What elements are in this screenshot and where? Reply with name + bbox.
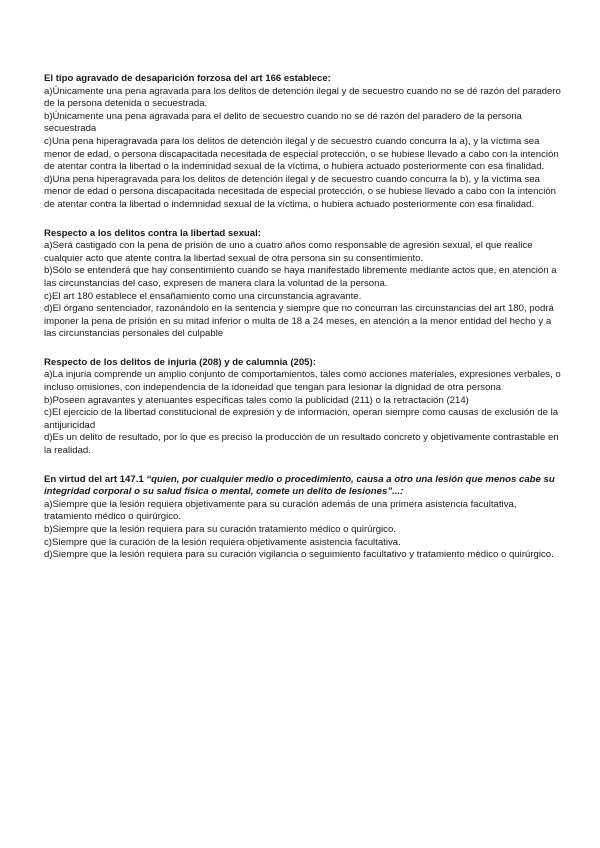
option-d: d)Una pena hiperagravada para los delitos de detención ilegal y de secuestro cuando concurra la b), y la víctima sea menor de edad o persona discapacitada necesitada de especial protección, o se hubiese llevado a cabo con la intención de atentar contra la libertad o indemnidad sexual de la víctima, o hubiera actuado posteriormente con esa finalidad. (44, 173, 557, 210)
option-b: b)Poseen agravantes y atenuantes específicas tales como la publicidad (211) o la retractación (214) (44, 394, 469, 406)
question-1 (44, 73, 564, 212)
question-stem: Respecto a los delitos contra la libertad sexual: (44, 227, 261, 239)
option-c: c)Siempre que la curación de la lesión requiera objetivamente asistencia facultativa. (44, 536, 401, 548)
question-stem: El tipo agravado de desaparición forzosa del art 166 establece: (44, 73, 331, 84)
stem-prefix: En virtud del art 147.1 (44, 473, 147, 485)
option-b: b)Únicamente una pena agravada para el delito de secuestro cuando no se dé razón del paradero de la persona secuestrada (44, 110, 522, 135)
option-a: a)Siempre que la lesión requiera objetivamente para su curación además de una primera asistencia facultativa, tratamiento médico o quirúrgico. (44, 498, 517, 523)
question-stem (44, 474, 564, 499)
option-a: a)Será castigado con la pena de prisión de uno a cuatro años como responsable de agresión sexual, el que realice cualquier acto que atente contra la libertad sexual de otra persona sin su consentimiento. (44, 240, 533, 264)
option-a: a)Únicamente una pena agravada para los delitos de detención ilegal y de secuestro cuando no se dé razón del paradero de la persona detenida o secuestrada. (44, 85, 561, 110)
option-b: b)Siempre que la lesión requiera para su curación tratamiento médico o quirúrgico. (44, 524, 396, 535)
option-d: d)Es un delito de resultado, por lo que es preciso la producción de un resultado concreto y objetivamente contrastable en la realidad. (44, 432, 559, 457)
option-d: d)El órgano sentenciador, razonándolo en la sentencia y siempre que no concurran las circunstancias del art 180, podrá imponer la pena de prisión en su mitad inferior o multa de 18 a 24 meses, en atención a la menor entidad del hecho y a las circunstancias personales del culpable (44, 303, 554, 340)
exam-page (44, 73, 564, 578)
option-d: d)Siempre que la lesión requiera para su curación vigilancia o seguimiento facultativo y tratamiento médico o quirúrgico. (44, 549, 554, 561)
option-b: b)Sólo se entenderá que hay consentimiento cuando se haya manifestado libremente mediante actos que, en atención a las circunstancias del caso, expresen de manera clara la voluntad de la persona. (44, 265, 557, 289)
question-3 (44, 357, 564, 458)
option-c: c)El art 180 establece el ensañamiento como una circunstancia agravante. (44, 290, 362, 302)
stem-quote: “quien, por cualquier medio o procedimiento, causa a otro una lesión que menos cabe su integridad corporal o su salud física o mental, comete un delito de lesiones”...: (44, 473, 555, 498)
option-a: a)La injuria comprende un amplio conjunto de comportamientos, tales como acciones materiales, expresiones verbales, o incluso omisiones, con independencia de la idoneidad que tengan para lesionar la dignidad de otra persona (44, 369, 561, 394)
option-c: c)Una pena hiperagravada para los delitos de detención ilegal y de secuestro cuando concurra la a), y la víctima sea menor de edad, o persona discapacitada necesitada de especial protección, o se hubiese llevado a cabo con la intención de atentar contra la libertad o la indemnidad sexual de la víctima, o hubiera actuado posteriormente con esa finalidad. (44, 135, 559, 173)
option-c: c)El ejercicio de la libertad constitucional de expresión y de información, operan siempre como causas de exclusión de la antijuricidad (44, 407, 559, 431)
question-4 (44, 474, 564, 562)
question-2 (44, 228, 564, 341)
question-stem: Respecto de los delitos de injuria (208) y de calumnia (205): (44, 356, 316, 368)
